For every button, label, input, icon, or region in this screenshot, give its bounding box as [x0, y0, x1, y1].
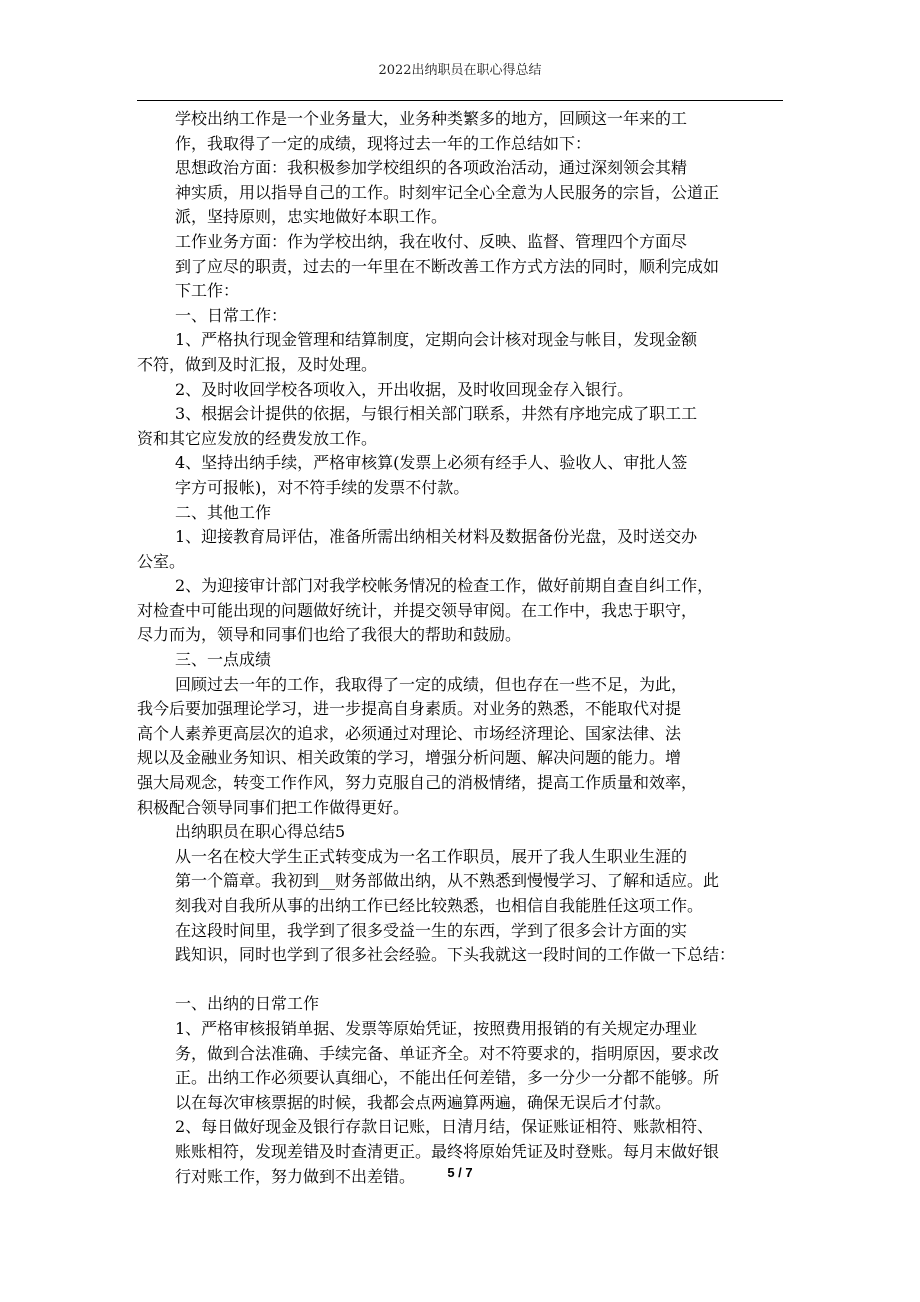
blank-line	[137, 968, 787, 993]
text-line: 我今后要加强理论学习，进一步提高自身素质。对业务的熟悉，不能取代对提	[137, 699, 682, 719]
text-line: 第一个篇章。我初到__财务部做出纳，从不熟悉到慢慢学习、了解和适应。此	[175, 871, 720, 891]
text-line: 思想政治方面：我积极参加学校组织的各项政治活动，通过深刻领会其精	[175, 158, 688, 178]
text-line: 到了应尽的职责，过去的一年里在不断改善工作方式方法的同时，顺利完成如	[175, 256, 720, 276]
text-line: 刻我对自我所从事的出纳工作已经比较熟悉，也相信自我能胜任这项工作。	[175, 896, 704, 915]
text-line: 神实质，用以指导自己的工作。时刻牢记全心全意为人民服务的宗旨，公道正	[175, 182, 720, 202]
text-line: 务，做到合法准确、手续完备、单证齐全。对不符要求的，指明原因，要求改	[175, 1043, 720, 1063]
text-line: 规以及金融业务知识、相关政策的学习，增强分析问题、解决问题的能力。增	[137, 748, 682, 768]
text-line: 三、一点成绩	[175, 650, 272, 670]
document-body	[137, 107, 787, 1189]
text-line: 2、及时收回学校各项收入，开出收据，及时收回现金存入银行。	[175, 379, 634, 399]
text-line: 4、坚持出纳手续，严格审核算(发票上必须有经手人、验收人、审批人签	[175, 453, 688, 473]
text-line: 高个人素养更高层次的追求，必须通过对理论、市场经济理论、国家法律、法	[137, 723, 682, 743]
text-line: 派，坚持原则，忠实地做好本职工作。	[175, 207, 448, 227]
text-line: 公室。	[137, 551, 186, 571]
text-line: 在这段时间里，我学到了很多受益一生的东西，学到了很多会计方面的实	[175, 920, 688, 940]
text-line: 二、其他工作	[175, 502, 272, 522]
text-line: 尽力而为，领导和同事们也给了我很大的帮助和鼓励。	[137, 625, 522, 645]
text-line: 下工作：	[175, 281, 240, 301]
text-line: 行对账工作，努力做到不出差错。	[175, 1166, 416, 1186]
text-line: 字方可报帐)，对不符手续的发票不付款。	[175, 477, 470, 497]
text-line: 践知识，同时也学到了很多社会经验。下头我就这一段时间的工作做一下总结：	[175, 945, 736, 965]
text-line: 不符，做到及时汇报，及时处理。	[137, 354, 378, 374]
text-line: 1、严格执行现金管理和结算制度，定期向会计核对现金与帐目，发现金额	[175, 330, 698, 350]
text-line: 积极配合领导同事们把工作做得更好。	[137, 797, 410, 817]
text-line: 一、出纳的日常工作	[175, 994, 320, 1014]
text-line: 以在每次审核票据的时候，我都会点两遍算两遍，确保无误后才付款。	[175, 1092, 672, 1112]
text-line: 1、严格审核报销单据、发票等原始凭证，按照费用报销的有关规定办理业	[175, 1018, 698, 1038]
header-divider	[137, 100, 783, 101]
text-line: 工作业务方面：作为学校出纳，我在收付、反映、监督、管理四个方面尽	[175, 231, 688, 251]
text-line: 从一名在校大学生正式转变成为一名工作职员，展开了我人生职业生涯的	[175, 846, 688, 866]
text-line: 强大局观念，转变工作作风，努力克服自己的消极情绪，提高工作质量和效率，	[137, 773, 698, 793]
page-number: 5 / 7	[447, 1165, 473, 1180]
text-line: 学校出纳工作是一个业务量大，业务种类繁多的地方，回顾这一年来的工	[175, 109, 688, 128]
text-line: 2、每日做好现金及银行存款日记账，日清月结，保证账证相符、账款相符、	[175, 1117, 714, 1137]
page-header-title: 2022出纳职员在职心得总结	[378, 63, 542, 78]
text-line: 1、迎接教育局评估，准备所需出纳相关材料及数据备份光盘，及时送交办	[175, 527, 698, 547]
text-line: 回顾过去一年的工作，我取得了一定的成绩，但也存在一些不足，为此，	[175, 674, 688, 694]
text-line: 作，我取得了一定的成绩，现将过去一年的工作总结如下：	[175, 133, 592, 153]
text-line: 出纳职员在职心得总结5	[175, 822, 346, 842]
text-line: 2、为迎接审计部门对我学校帐务情况的检查工作，做好前期自查自纠工作，	[175, 576, 714, 596]
text-line: 一、日常工作：	[175, 305, 288, 325]
text-line: 正。出纳工作必须要认真细心，不能出任何差错，多一分少一分都不能够。所	[175, 1068, 720, 1088]
text-line: 对检查中可能出现的问题做好统计，并提交领导审阅。在工作中，我忠于职守，	[137, 600, 698, 620]
text-line: 账账相符，发现差错及时查清更正。最终将原始凭证及时登账。每月末做好银	[175, 1141, 720, 1161]
text-line: 3、根据会计提供的依据，与银行相关部门联系，井然有序地完成了职工工	[175, 404, 698, 424]
text-line: 资和其它应发放的经费发放工作。	[137, 428, 378, 448]
